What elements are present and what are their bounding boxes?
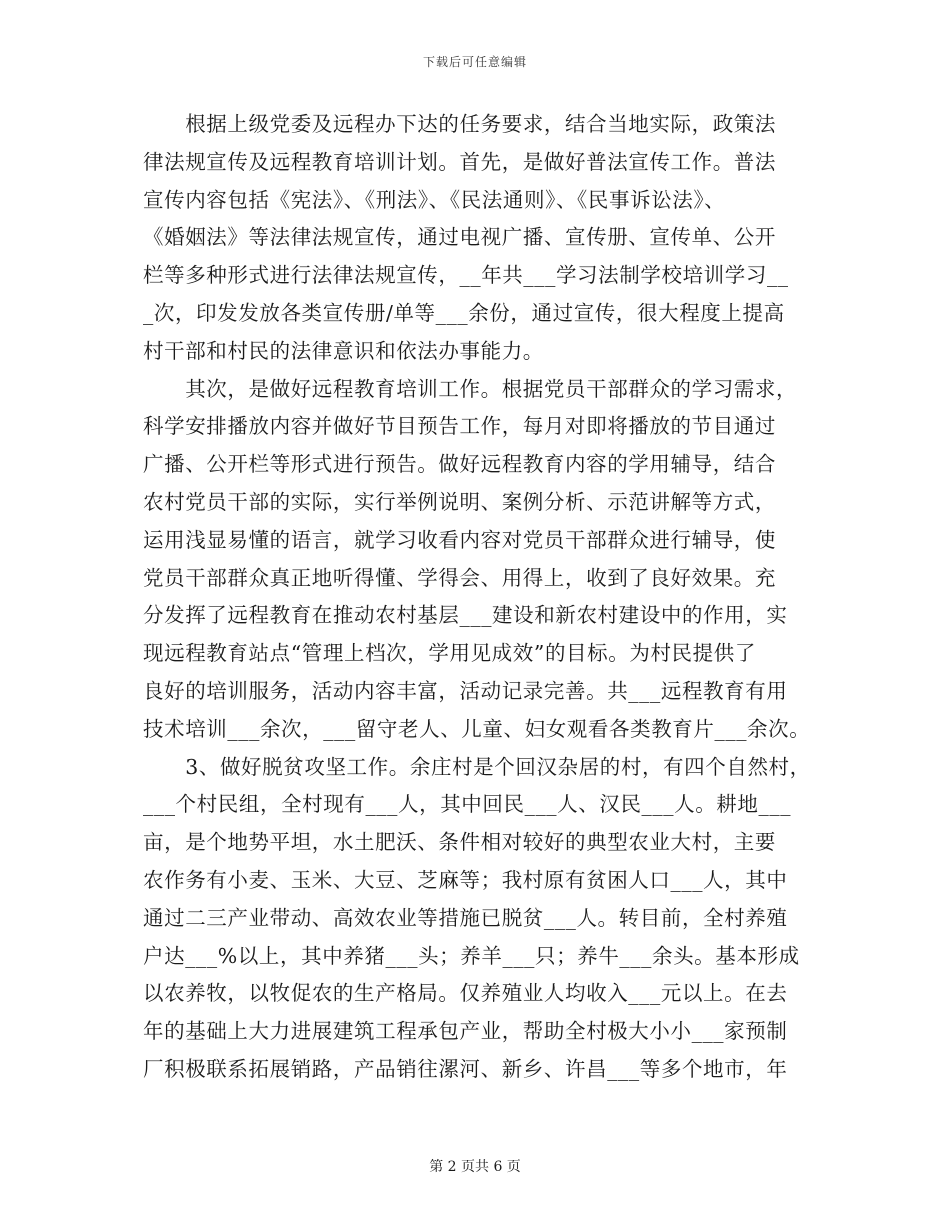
text-line: 栏等多种形式进行法律法规宣传，__年共___学习法制学校培训学习__ (143, 263, 789, 288)
text-line: 户达___%以上，其中养猪___头；养羊___只；养牛___余头。基本形成 (143, 943, 800, 968)
text-line: 通过二三产业带动、高效农业等措施已脱贫___人。转目前，全村养殖 (143, 905, 788, 930)
page-number: 第 2 页共 6 页 (429, 1159, 521, 1175)
text-line: 律法规宣传及远程教育培训计划。首先，是做好普法宣传工作。普法 (143, 149, 776, 174)
text-line: 亩，是个地势平坦，水土肥沃、条件相对较好的典型农业大村，主要 (143, 830, 776, 855)
text-line: 运用浅显易懂的语言，就学习收看内容对党员干部群众进行辅导，使 (143, 527, 776, 552)
text-line: 3、做好脱贫攻坚工作。余庄村是个回汉杂居的村，有四个自然村， (143, 754, 811, 779)
document-body (143, 106, 823, 1089)
text-line: 分发挥了远程教育在推动农村基层___建设和新农村建设中的作用，实 (143, 603, 788, 628)
text-line: 党员干部群众真正地听得懂、学得会、用得上，收到了良好效果。充 (143, 565, 776, 590)
text-line: 技术培训___余次，___留守老人、儿童、妇女观看各类教育片___余次。 (143, 716, 811, 741)
text-line: 其次，是做好远程教育培训工作。根据党员干部群众的学习需求， (143, 376, 798, 401)
text-line: 年的基础上大力进展建筑工程承包产业，帮助全村极大小小___家预制 (143, 1019, 788, 1044)
page-header-note: 下载后可任意编辑 (422, 55, 527, 69)
text-line: _次，印发发放各类宣传册/单等___余份，通过宣传，很大程度上提高 (143, 300, 785, 325)
text-line: 农作务有小麦、玉米、大豆、芝麻等；我村原有贫困人口___人，其中 (143, 867, 788, 892)
text-line: 农村党员干部的实际，实行举例说明、案例分析、示范讲解等方式， (143, 489, 776, 514)
text-line: 科学安排播放内容并做好节目预告工作，每月对即将播放的节目通过 (143, 414, 776, 439)
text-line: 以农养牧，以牧促农的生产格局。仅养殖业人均收入___元以上。在去 (143, 981, 788, 1006)
text-line: 广播、公开栏等形式进行预告。做好远程教育内容的学用辅导，结合 (143, 452, 776, 477)
text-line: 村干部和村民的法律意识和依法办事能力。 (143, 338, 544, 363)
text-line: 厂积极联系拓展销路，产品销往漯河、新乡、许昌___等多个地市，年 (143, 1056, 788, 1081)
text-line: ___个村民组，全村现有___人，其中回民___人、汉民___人。耕地___ (143, 792, 792, 817)
text-line: 宣传内容包括《宪法》、《刑法》、《民法通则》、《民事诉讼法》、 (143, 187, 726, 212)
text-line: 良好的培训服务，活动内容丰富，活动记录完善。共___远程教育有用 (143, 678, 788, 703)
text-line: 根据上级党委及远程办下达的任务要求，结合当地实际，政策法 (143, 112, 776, 136)
text-line: 《婚姻法》等法律法规宣传，通过电视广播、宣传册、宣传单、公开 (143, 225, 776, 250)
text-line: 现远程教育站点“管理上档次，学用见成效”的目标。为村民提供了 (143, 641, 756, 666)
